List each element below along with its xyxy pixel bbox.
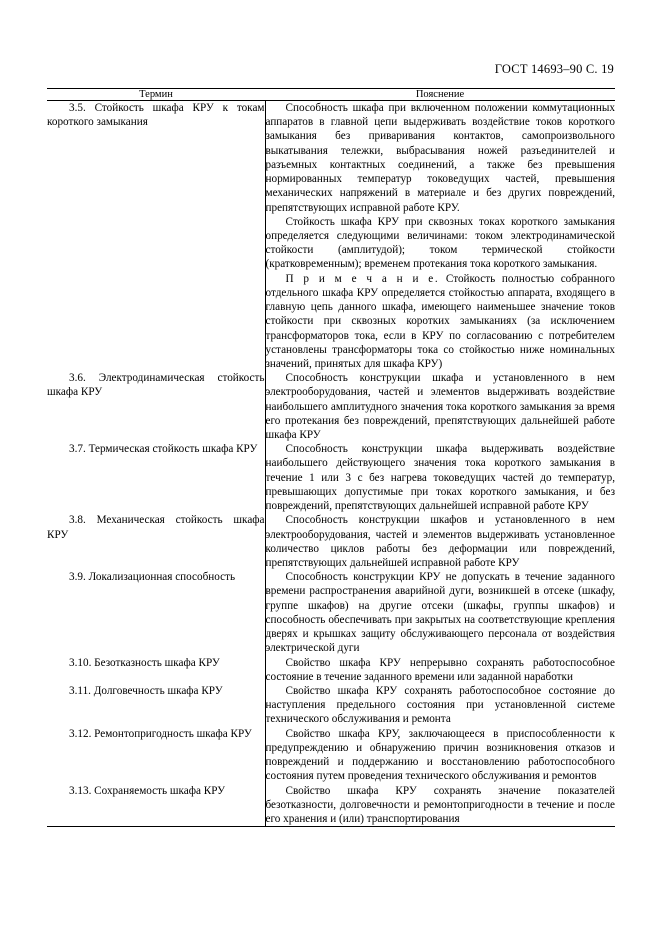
term-cell [47, 656, 265, 684]
column-header-explanation: Пояснение [265, 89, 615, 101]
table-row [47, 371, 615, 442]
table-bottom-rule [47, 826, 615, 827]
table-row [47, 570, 615, 655]
term-text: 3.13. Сохраняемость шкафа КРУ [69, 784, 226, 797]
term-cell [47, 727, 265, 784]
term-text: 3.7. Термическая стойкость шкафа КРУ [69, 443, 258, 456]
term-cell [47, 684, 265, 727]
explanation-paragraph: Свойство шкафа КРУ непрерывно сохранять работоспособное состояние в течение заданного времени или заданной наработки [265, 656, 615, 683]
explanation-paragraph: Свойство шкафа КРУ сохранять работоспособное состояние до наступления предельного состояния при установленной системе технического обслуживания и ремонта [265, 684, 615, 726]
explanation-cell [265, 784, 615, 827]
explanation-cell [265, 513, 615, 570]
page-header [0, 62, 661, 77]
term-cell [47, 371, 265, 442]
table-body [47, 101, 615, 827]
term-cell [47, 442, 265, 513]
table-row [47, 442, 615, 513]
explanation-paragraph: Свойство шкафа КРУ сохранять значение показателей безотказности, долговечности и ремонтопригодности в течение и после его хранения и (или) транспортирования [265, 784, 615, 825]
explanation-paragraph: Стойкость шкафа КРУ при сквозных токах короткого замыкания определяется следующими величинами: током электродинамической стойкости (амплитудой); током термической стойкости (кратковременным); временем протекания тока короткого замыкания. [265, 215, 615, 271]
table-row [47, 513, 615, 570]
term-text: 3.6. Электродинамическая стойкость шкафа КРУ [47, 372, 265, 399]
explanation-cell [265, 101, 615, 372]
explanation-cell [265, 684, 615, 727]
explanation-cell [265, 570, 615, 655]
explanation-paragraph: Способность конструкции шкафа и установленного в нем электрооборудования, частей и элементов выдерживать воздействие наибольшего амплитудного значения тока короткого замыкания за время его протекания без повреждений, препятствующих дальнейшей работе шкафа КРУ [265, 372, 615, 442]
note-label: П р и м е ч а н и е. [285, 272, 440, 285]
terms-table-container [47, 88, 615, 826]
terms-table [47, 88, 615, 826]
explanation-cell [265, 656, 615, 684]
term-text: 3.8. Механическая стойкость шкафа КРУ [47, 514, 265, 541]
column-header-term: Термин [47, 89, 265, 101]
note-paragraph [266, 272, 616, 372]
term-text: 3.9. Локализационная способность [69, 571, 236, 584]
explanation-cell [265, 442, 615, 513]
term-text: 3.10. Безотказность шкафа КРУ [69, 656, 220, 669]
term-text: 3.5. Стойкость шкафа КРУ к токам короткого замыкания [47, 102, 265, 129]
explanation-cell [265, 371, 615, 442]
term-text: 3.12. Ремонтопригодность шкафа КРУ [69, 727, 252, 740]
table-header-row [47, 89, 615, 101]
explanation-paragraph: Свойство шкафа КРУ, заключающееся в приспособленности к предупреждению и обнаружению причин возникновения отказов и повреждений и поддержанию и восстановлению работоспособного состояния путем проведения технического обслуживания и ремонтов [265, 727, 615, 783]
explanation-paragraph: Способность конструкции шкафов и установленного в нем электрооборудования, частей и элементов выдерживать установленное количество циклов работы без деформации или повреждений, препятствующих дальнейшей исправной работе КРУ [265, 514, 615, 569]
term-text: 3.11. Долговечность шкафа КРУ [69, 684, 223, 697]
table-row [47, 784, 615, 827]
explanation-paragraph: Способность конструкции КРУ не допускать в течение заданного времени распространения аварийной дуги, возникшей в отсеке (шкафу, группе шкафов) на другие отсеки (шкафы, группы шкафов) и способность обеспечивать при закрытых на соответствующие крепления дверях и крышках защиту обслуживающего персонала от воздействия электрической дуги [265, 571, 615, 655]
explanation-paragraph: Способность шкафа при включенном положении коммутационных аппаратов в главной цепи выдерживать воздействие токов короткого замыкания без приваривания контактов, самопроизвольного выкатывания тележки, выбрасывания ножей разъединителей и разъемных контактных соединений, а также без превышения нормированных температур токоведущих частей, превышения механических напряжений в материале и без других повреждений, препятствующих исправной работе КРУ. [265, 102, 615, 214]
standard-designation: ГОСТ 14693–90 С. 19 [494, 62, 614, 76]
table-row [47, 727, 615, 784]
note-text: Стойкость полностью собранного отдельного шкафа КРУ определяется стойкостью аппарата, входящего в главную цепь данного шкафа, имеющего наименьшее значение токов стойкости при сквозных коротких замыканиях (за исключением трансформаторов тока, если в КРУ по согласованию с потребителем установлены трансформаторы тока со стойкостью ниже номинальных значений, принятых для шкафа КРУ) [265, 272, 615, 370]
table-row [47, 656, 615, 684]
term-cell [47, 101, 265, 372]
explanation-cell [265, 727, 615, 784]
term-cell [47, 570, 265, 655]
explanation-paragraph: Способность конструкции шкафа выдерживать воздействие наибольшего действующего значения тока короткого замыкания в течение 1 или 3 с без нагрева токоведущих частей до температур, превышающих допустимые при токах короткого замыкания, и без повреждений, препятствующих дальнейшей исправной работе КРУ [265, 443, 615, 513]
table-row [47, 101, 615, 372]
term-cell [47, 513, 265, 570]
table-row [47, 684, 615, 727]
term-cell [47, 784, 265, 827]
